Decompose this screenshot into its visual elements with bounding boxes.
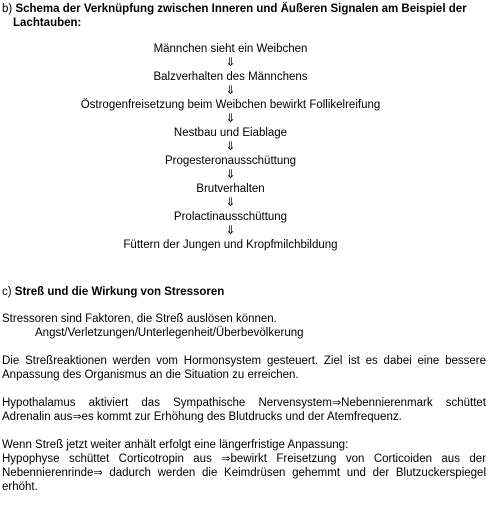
right-double-arrow-icon: ⇒ (72, 411, 82, 423)
paragraph-line: Die Streßreaktionen werden vom Hormonsystem gesteuert. Ziel ist es dabei eine bessere (2, 355, 486, 367)
stressor-examples: Angst/Verletzungen/Unterlegenheit/Überbevölkerung (35, 327, 304, 339)
paragraph-line (2, 466, 486, 480)
long-term-adaptation-paragraph (2, 438, 486, 494)
flow-step: Prolactinausschüttung (173, 211, 288, 223)
text-fragment: bewirkt Freisetzung von Corticoiden aus der (230, 453, 486, 465)
down-double-arrow-icon: ⇓ (225, 223, 236, 237)
stressor-paragraph (2, 312, 486, 340)
right-double-arrow-icon: ⇒ (93, 467, 103, 479)
flow-step: Progesteronausschüttung (164, 155, 297, 167)
flow-step: Männchen sieht ein Weibchen (153, 43, 308, 55)
section-c-body (2, 312, 486, 508)
section-c-label: c) (2, 286, 12, 298)
down-double-arrow-icon: ⇓ (225, 139, 236, 153)
paragraph-line: erhöht. (2, 481, 38, 493)
paragraph-line: Anpassung des Organismus an die Situation zu erreichen. (2, 369, 299, 381)
text-fragment: dadurch werden die Keimdrüsen gehemmt und der Blutzuckerspiegel (102, 467, 486, 479)
paragraph-line (2, 410, 486, 424)
right-double-arrow-icon: ⇒ (331, 397, 342, 409)
flow-step: Nestbau und Eiablage (173, 127, 288, 139)
text-fragment: Hypophyse schüttet Corticotropin aus (2, 453, 212, 465)
section-b-title: Schema der Verknüpfung zwischen Inneren und Äußeren Signalen am Beispiel der Lachtauben: (13, 3, 467, 29)
flow-step: Balzverhalten des Männchens (153, 71, 308, 83)
text-fragment: es kommt zur Erhöhung des Blutdrucks und der Atemfrequenz. (81, 411, 402, 423)
text-fragment: Nebennierenrinde (2, 467, 94, 479)
signal-flow-diagram (2, 42, 459, 252)
hypothalamus-paragraph (2, 396, 486, 424)
flow-step: Brutverhalten (196, 183, 265, 195)
down-double-arrow-icon: ⇓ (225, 167, 236, 181)
down-double-arrow-icon: ⇓ (225, 55, 236, 69)
section-c-heading (2, 285, 224, 299)
text-fragment: Hypothalamus aktiviert das Sympathische Nervensystem (2, 397, 332, 409)
down-double-arrow-icon: ⇓ (225, 195, 236, 209)
down-double-arrow-icon: ⇓ (225, 111, 236, 125)
flow-step: Östrogenfreisetzung beim Weibchen bewirkt Follikelreifung (80, 99, 381, 111)
section-b-label: b) (2, 3, 13, 15)
paragraph-line: Wenn Streß jetzt weiter anhält erfolgt eine längerfristige Anpassung: (2, 439, 349, 451)
stress-reaction-paragraph (2, 354, 486, 382)
section-c-title: Streß und die Wirkung von Stressoren (14, 286, 225, 298)
paragraph-line (2, 396, 486, 410)
section-b-heading (2, 2, 486, 30)
text-fragment: Adrenalin aus (2, 411, 73, 423)
text-fragment: Nebennierenmark schüttet (341, 397, 486, 409)
stressor-definition: Stressoren sind Faktoren, die Streß auslösen können. (2, 313, 277, 325)
paragraph-line (2, 452, 486, 466)
down-double-arrow-icon: ⇓ (225, 83, 236, 97)
flow-step: Füttern der Jungen und Kropfmilchbildung (123, 239, 338, 251)
right-double-arrow-icon: ⇒ (221, 453, 231, 465)
